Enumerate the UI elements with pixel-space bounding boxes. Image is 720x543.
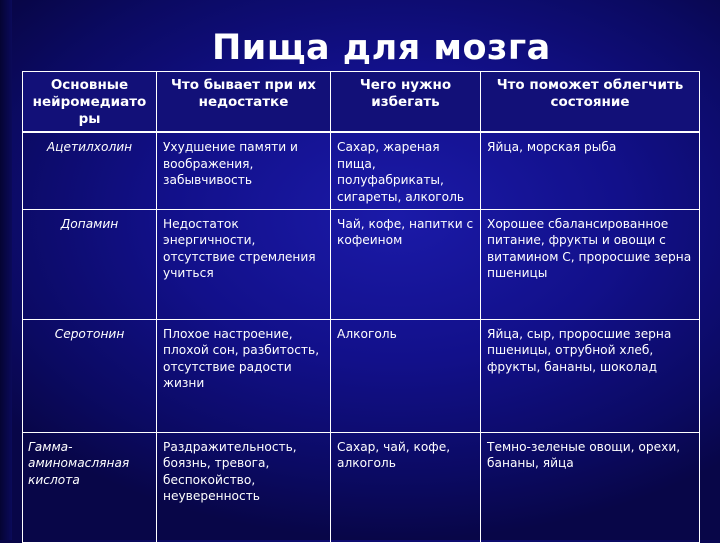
row-neurotransmitter: Допамин — [23, 209, 157, 319]
header-helps: Что поможет облегчить состояние — [481, 72, 700, 133]
row-avoid: Сахар, чай, кофе, алкоголь — [331, 432, 481, 542]
header-neurotransmitters: Основные нейромедиато ры — [23, 72, 157, 133]
table-row — [23, 132, 700, 209]
table-header-row — [23, 72, 700, 133]
row-helps: Хорошее сбалансированное питание, фрукты и овощи с витамином С, проросшие зерна пшеницы — [481, 209, 700, 319]
row-neurotransmitter: Серотонин — [23, 319, 157, 432]
row-deficiency: Плохое настроение, плохой сон, разбитость, отсутствие радости жизни — [157, 319, 331, 432]
row-helps: Яйца, морская рыба — [481, 132, 700, 209]
table-row — [23, 319, 700, 432]
row-avoid: Сахар, жареная пища, полуфабрикаты, сигареты, алкоголь — [331, 132, 481, 209]
row-helps: Яйца, сыр, проросшие зерна пшеницы, отрубной хлеб, фрукты, бананы, шоколад — [481, 319, 700, 432]
row-deficiency: Недостаток энергичности, отсутствие стремления учиться — [157, 209, 331, 319]
row-deficiency: Ухудшение памяти и воображения, забывчивость — [157, 132, 331, 209]
header-avoid: Чего нужно избегать — [331, 72, 481, 133]
row-neurotransmitter: Гамма-аминомасляная кислота — [23, 432, 157, 542]
slide-title: Пища для мозга — [212, 28, 551, 68]
table-row — [23, 209, 700, 319]
row-neurotransmitter: Ацетилхолин — [23, 132, 157, 209]
header-deficiency: Что бывает при их недостатке — [157, 72, 331, 133]
row-avoid: Алкоголь — [331, 319, 481, 432]
table-row — [23, 432, 700, 542]
row-avoid: Чай, кофе, напитки с кофеином — [331, 209, 481, 319]
slide-left-band — [0, 0, 12, 540]
row-helps: Темно-зеленые овощи, орехи, бананы, яйца — [481, 432, 700, 542]
row-deficiency: Раздражительность, боязнь, тревога, беспокойство, неуверенность — [157, 432, 331, 542]
neurotransmitter-table — [22, 71, 700, 543]
